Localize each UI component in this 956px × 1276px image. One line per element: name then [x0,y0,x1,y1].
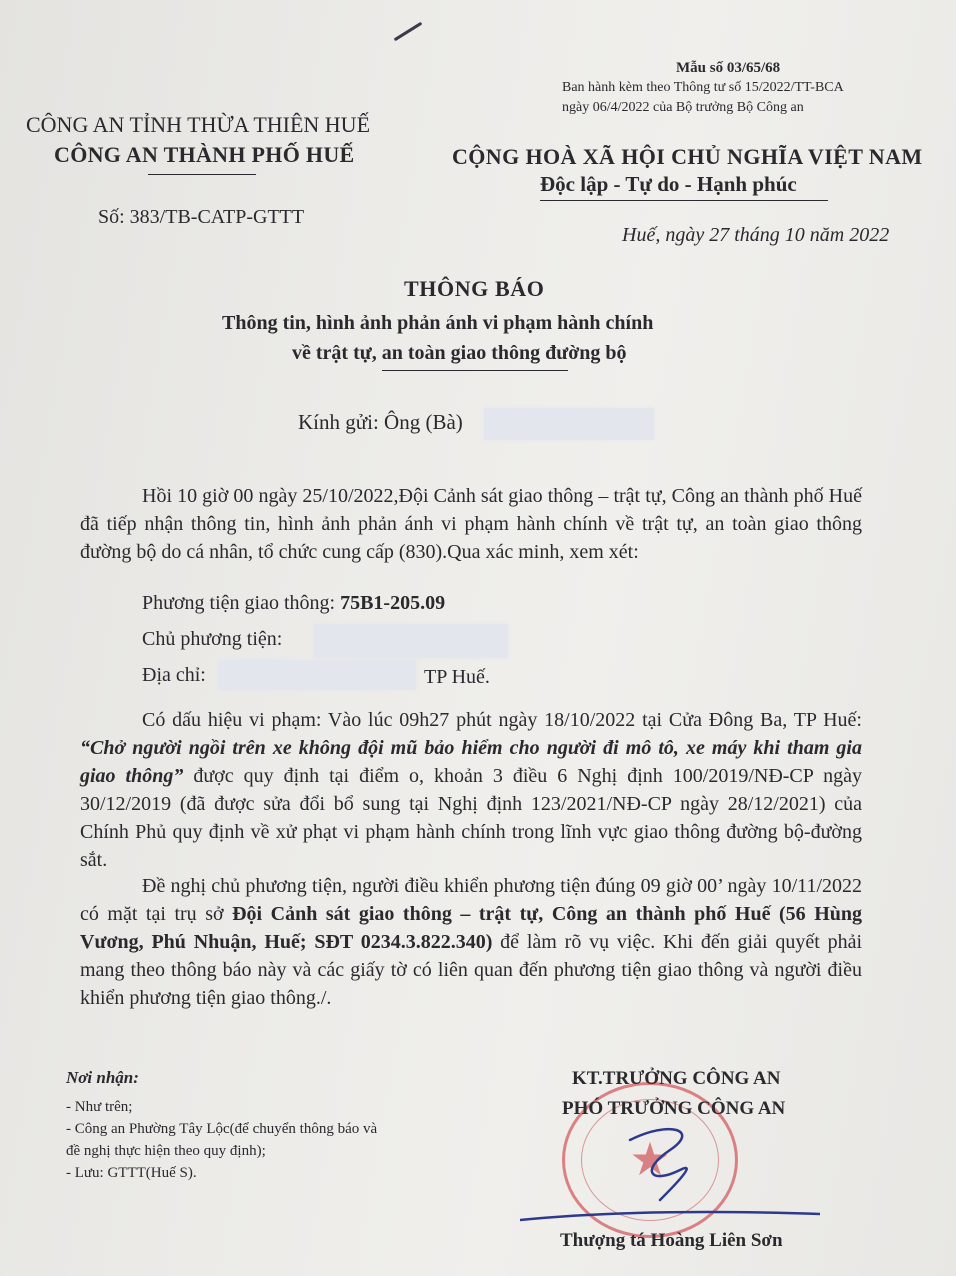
paragraph-3 [80,872,862,1012]
doc-date: Huế, ngày 27 tháng 10 năm 2022 [622,224,890,246]
summons-place: Đội Cảnh sát giao thông – trật tự, Công an thành phố Huế (56 Hùng Vương, Phú Nhuận, Huế; SĐT 0234.3.822.340) [80,903,862,953]
stamp-star-icon: ★ [629,1134,671,1185]
violation-lead: Có dấu hiệu vi phạm: Vào lúc 09h27 phút ngày 18/10/2022 tại Cửa Đông Ba, TP Huế: [142,709,862,731]
pen-mark [394,22,423,42]
recipients-list [66,1096,496,1184]
signer-name: Thượng tá Hoàng Liên Sơn [560,1230,783,1251]
recipient-line: - Công an Phường Tây Lộc(để chuyển thông báo và [66,1121,378,1137]
signature-title-2: PHÓ TRƯỞNG CÔNG AN [562,1098,786,1119]
doc-number: Số: 383/TB-CATP-GTTT [98,206,305,228]
address-label: Địa chỉ: [142,664,206,686]
doc-subtitle-2: về trật tự, an toàn giao thông đường bộ [292,342,627,364]
greeting: Kính gửi: Ông (Bà) [298,410,463,434]
vehicle-field [142,592,445,615]
vehicle-label: Phương tiện giao thông: [142,592,341,614]
recipients-heading: Nơi nhận: [66,1068,139,1087]
org-name: CÔNG AN THÀNH PHỐ HUẾ [54,142,355,167]
form-number: Mẫu số 03/65/68 [676,60,781,76]
recipient-line: - Như trên; [66,1099,133,1115]
handwritten-signature [520,1110,820,1230]
doc-title: THÔNG BÁO [404,276,545,301]
recipient-line: - Lưu: GTTT(Huế S). [66,1165,197,1181]
violation-text: “Chở người ngồi trên xe không đội mũ bảo hiểm cho người đi mô tô, xe máy khi tham gia giao thông” [80,737,862,787]
form-note-line2: ngày 06/4/2022 của Bộ trưởng Bộ Công an [562,100,804,115]
signature-title-1: KT.TRƯỞNG CÔNG AN [572,1068,781,1089]
doc-subtitle-1: Thông tin, hình ảnh phản ánh vi phạm hành chính [222,312,654,334]
violation-legal-basis: được quy định tại điểm o, khoản 3 điều 6 Nghị định 100/2019/NĐ-CP ngày 30/12/2019 (đã được sửa đổi bổ sung tại Nghị định 123/2021/NĐ-CP ngày 28/12/2021) của Chính Phủ quy định về xử phạt vi phạm hành chính trong lĩnh vực giao thông đường bộ-đường sắt. [80,765,862,871]
motto-underline [540,200,828,201]
vehicle-plate: 75B1-205.09 [340,592,446,614]
address-suffix: TP Huế. [424,666,490,688]
recipient-line: đề nghị thực hiện theo quy định); [66,1143,266,1159]
owner-label: Chủ phương tiện: [142,628,283,650]
redacted-address [218,660,416,690]
subtitle-underline [382,370,568,371]
form-note-line1: Ban hành kèm theo Thông tư số 15/2022/TT-BCA [562,80,844,95]
redacted-name [484,408,654,440]
motto: Độc lập - Tự do - Hạnh phúc [540,172,797,196]
summons-lead: Đề nghị chủ phương tiện, người điều khiển phương tiện đúng 09 giờ 00’ ngày 10/11/2022 có mặt tại trụ sở [80,875,862,925]
org-underline [148,174,256,175]
redacted-owner [314,624,508,658]
paragraph-1: Hồi 10 giờ 00 ngày 25/10/2022,Đội Cảnh sát giao thông – trật tự, Công an thành phố Huế đã tiếp nhận thông tin, hình ảnh phản ánh vi phạm hành chính về trật tự, an toàn giao thông đường bộ do cá nhân, tổ chức cung cấp (830).Qua xác minh, xem xét: [80,485,862,563]
summons-rest: để làm rõ vụ việc. Khi đến giải quyết phải mang theo thông báo này và các giấy tờ có liên quan đến phương tiện giao thông và người điều khiển phương tiện giao thông./. [80,931,862,1009]
org-parent: CÔNG AN TỈNH THỪA THIÊN HUẾ [26,112,371,137]
paragraph-2 [80,706,862,874]
nation-heading: CỘNG HOÀ XÃ HỘI CHỦ NGHĨA VIỆT NAM [452,144,923,169]
